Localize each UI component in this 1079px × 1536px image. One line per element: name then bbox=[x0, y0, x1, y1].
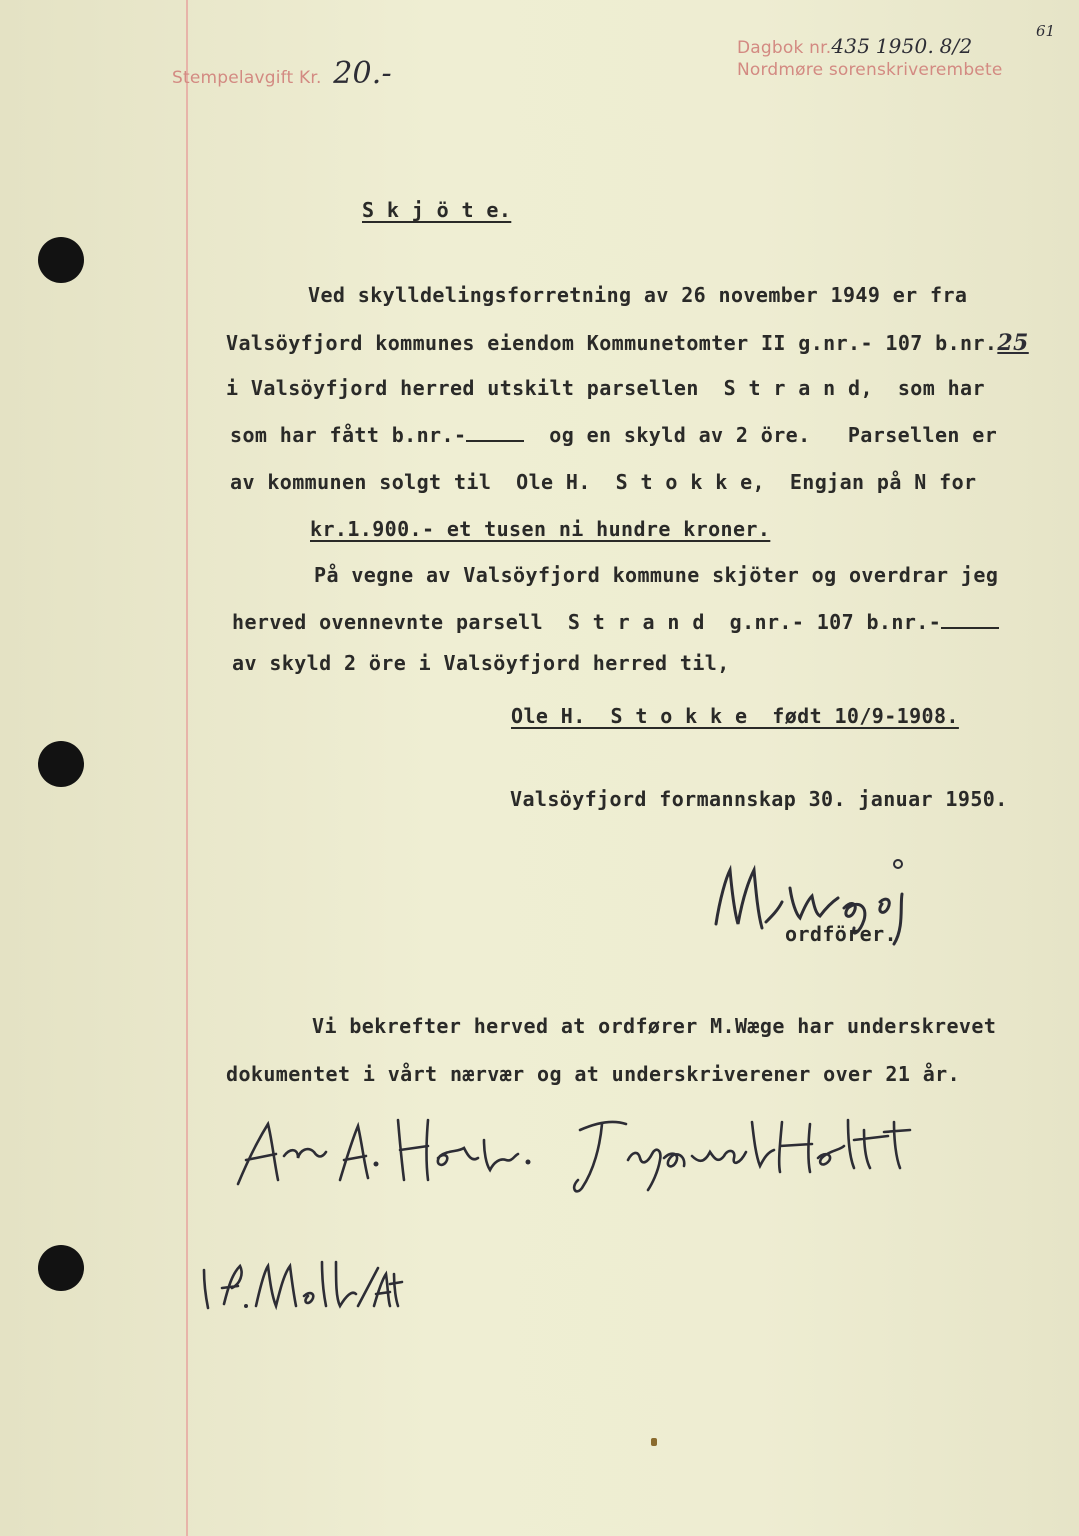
para2-line3: av skyld 2 öre i Valsöyfjord herred til, bbox=[232, 651, 730, 675]
para1-line4-start: som har fått b.nr.- bbox=[230, 423, 467, 447]
para1-line4-end: og en skyld av 2 öre. Parsellen er bbox=[549, 423, 998, 447]
stamp-office: Nordmøre sorenskriverembete bbox=[737, 60, 1003, 80]
stamp-dagbok-date: 8/2 bbox=[939, 34, 973, 58]
margin-rule bbox=[186, 0, 188, 1536]
para2-line1: På vegne av Valsöyfjord kommune skjöter og overdrar jeg bbox=[314, 563, 999, 587]
place-date-line: Valsöyfjord formannskap 30. januar 1950. bbox=[510, 787, 1008, 811]
punch-hole-top bbox=[38, 237, 84, 283]
para1-line4 bbox=[230, 423, 997, 447]
price-line: kr.1.900.- et tusen ni hundre kroner. bbox=[310, 517, 771, 541]
witness-line2: dokumentet i vårt nærvær og at underskriverener over 21 år. bbox=[226, 1062, 961, 1086]
bnr-blank-2 bbox=[941, 627, 999, 629]
para2-line2 bbox=[232, 610, 999, 634]
witness-signature-1 bbox=[228, 1100, 538, 1200]
footer-note-handwriting bbox=[196, 1248, 406, 1318]
punch-hole-middle bbox=[38, 741, 84, 787]
para1-line2 bbox=[226, 330, 1029, 356]
witness-signature-2 bbox=[568, 1100, 928, 1200]
ink-speck bbox=[651, 1438, 657, 1446]
stamp-dagbok bbox=[737, 34, 972, 58]
witness-line1: Vi bekrefter herved at ordfører M.Wæge har underskrevet bbox=[312, 1014, 997, 1038]
bnr-blank bbox=[466, 440, 524, 442]
punch-hole-bottom bbox=[38, 1245, 84, 1291]
stamp-dagbok-year: 1950. bbox=[875, 34, 935, 58]
para1-line3: i Valsöyfjord herred utskilt parsellen S t r a n d, som har bbox=[226, 376, 985, 400]
stamp-fee-amount: 20.- bbox=[333, 56, 392, 91]
para1-line5: av kommunen solgt til Ole H. S t o k k e, Engjan på N for bbox=[230, 470, 977, 494]
stamp-dagbok-number: 435 bbox=[831, 34, 871, 58]
para2-line2-text: herved ovennevnte parsell S t r a n d g.nr.- 107 b.nr.- bbox=[232, 610, 942, 634]
role-label: ordförer. bbox=[785, 922, 897, 946]
stamp-dagbok-suffix: 61 bbox=[1036, 22, 1056, 40]
para1-line2-text: Valsöyfjord kommunes eiendom Kommunetomter II g.nr.- 107 b.nr. bbox=[226, 331, 998, 355]
stamp-dagbok-label: Dagbok nr. bbox=[737, 38, 832, 58]
stamp-fee-label: Stempelavgift Kr. bbox=[172, 68, 322, 88]
buyer-line: Ole H. S t o k k e født 10/9-1908. bbox=[511, 704, 959, 728]
stamp-fee bbox=[172, 56, 392, 91]
para1-line2-handwritten: 25 bbox=[997, 330, 1029, 356]
para1-line1: Ved skylldelingsforretning av 26 november 1949 er fra bbox=[308, 283, 968, 307]
document-title: S k j ö t e. bbox=[362, 198, 512, 222]
